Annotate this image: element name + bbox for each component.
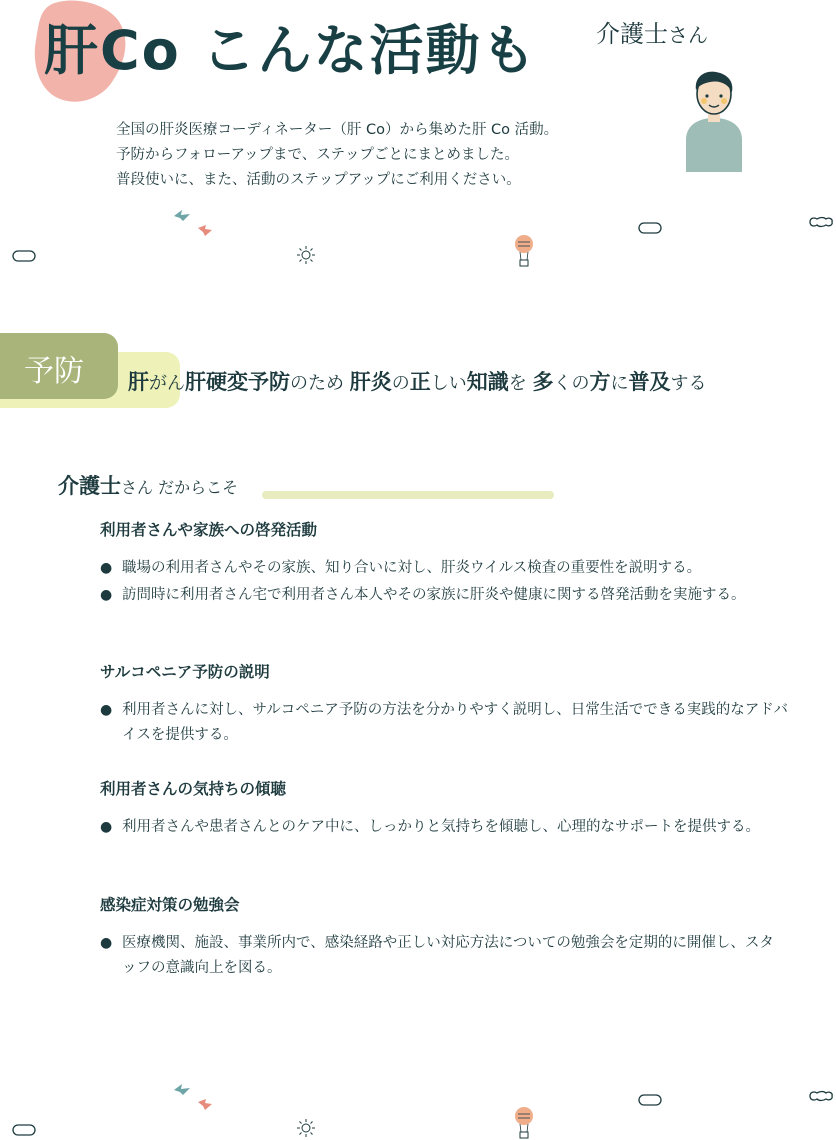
headline-segment: 多 bbox=[532, 370, 554, 394]
cloud-icon bbox=[808, 1090, 834, 1102]
item-text: 利用者さんに対し、サルコペニア予防の方法を分かりやすく説明し、日常生活でできる実践的なアドバイスを提供する。 bbox=[122, 702, 788, 743]
headline-segment: 肝炎 bbox=[349, 370, 392, 394]
bullet: ● bbox=[100, 935, 113, 951]
intro-line: 全国の肝炎医療コーディネーター（肝 Co）から集めた肝 Co 活動。 bbox=[116, 122, 559, 138]
bird-pink-icon bbox=[196, 1096, 214, 1112]
headline-segment: のため bbox=[290, 373, 350, 394]
activity-section bbox=[100, 518, 800, 610]
headline-segment: がん bbox=[149, 373, 185, 394]
subheading-role: 介護士 bbox=[58, 474, 121, 498]
item-text: 利用者さんや患者さんとのケア中に、しっかりと気持ちを傾聴し、心理的なサポートを提供する。 bbox=[122, 819, 760, 835]
headline-segment: を bbox=[508, 373, 533, 394]
headline-segment: 肝 bbox=[128, 370, 149, 394]
activity-section bbox=[100, 893, 800, 983]
subheading-underline bbox=[262, 491, 554, 499]
step-tag-label: 予防 bbox=[24, 354, 84, 389]
balloon-icon bbox=[514, 1106, 534, 1140]
section-title: 感染症対策の勉強会 bbox=[100, 896, 240, 914]
cloud-icon bbox=[638, 222, 662, 234]
section-title: 利用者さんや家族への啓発活動 bbox=[100, 521, 318, 539]
headline-segment: する bbox=[670, 373, 707, 394]
headline-segment: 方 bbox=[589, 370, 611, 394]
bullet: ● bbox=[100, 819, 113, 835]
item-text: 訪問時に利用者さん宅で利用者さん本人やその家族に肝炎や健康に関する啓発活動を実施する。 bbox=[122, 587, 746, 603]
cloud-icon bbox=[12, 1124, 36, 1136]
bird-teal-icon bbox=[172, 208, 192, 224]
subheading-rest: さん だからこそ bbox=[121, 478, 239, 497]
headline-segment: くの bbox=[553, 373, 590, 394]
sun-icon bbox=[296, 1118, 316, 1138]
cloud-icon bbox=[638, 1094, 662, 1106]
bullet: ● bbox=[100, 702, 113, 718]
headline-segment: 正 bbox=[409, 370, 431, 394]
sun-icon bbox=[296, 245, 316, 265]
bird-teal-icon bbox=[172, 1082, 192, 1098]
bird-pink-icon bbox=[196, 222, 214, 238]
headline-segment: 肝硬変予防 bbox=[185, 370, 290, 394]
activity-section bbox=[100, 660, 800, 750]
section-title: サルコペニア予防の説明 bbox=[100, 663, 270, 681]
bullet: ● bbox=[100, 560, 113, 576]
cloud-icon bbox=[808, 216, 834, 228]
step-headline bbox=[128, 366, 706, 396]
list-item bbox=[100, 931, 800, 981]
page-title: 肝Co こんな活動も bbox=[44, 19, 538, 82]
headline-segment: の bbox=[391, 373, 410, 394]
intro-line: 予防からフォローアップまで、ステップごとにまとめました。 bbox=[116, 147, 519, 163]
persona-suffix: さん bbox=[668, 23, 708, 47]
list-item bbox=[100, 583, 800, 608]
headline-segment: 普及 bbox=[628, 370, 671, 394]
list-item bbox=[100, 815, 800, 840]
bullet: ● bbox=[100, 587, 113, 603]
persona-role: 介護士 bbox=[596, 20, 668, 48]
headline-segment: に bbox=[610, 373, 629, 394]
headline-segment: 知識 bbox=[466, 370, 509, 394]
subheading bbox=[58, 470, 238, 500]
headline-segment: しい bbox=[430, 373, 467, 394]
persona-label bbox=[596, 14, 708, 49]
section-title: 利用者さんの気持ちの傾聴 bbox=[100, 780, 287, 798]
item-text: 職場の利用者さんやその家族、知り合いに対し、肝炎ウイルス検査の重要性を説明する。 bbox=[122, 560, 702, 576]
person-avatar-icon bbox=[682, 70, 746, 172]
intro-line: 普段使いに、また、活動のステップアップにご利用ください。 bbox=[116, 172, 521, 188]
activity-section bbox=[100, 777, 800, 842]
balloon-icon bbox=[514, 234, 534, 268]
cloud-icon bbox=[12, 250, 36, 262]
intro-text bbox=[116, 118, 558, 193]
item-text: 医療機関、施設、事業所内で、感染経路や正しい対応方法についての勉強会を定期的に開催し、スタッフの意識向上を図る。 bbox=[122, 935, 774, 976]
list-item bbox=[100, 556, 800, 581]
list-item bbox=[100, 698, 800, 748]
